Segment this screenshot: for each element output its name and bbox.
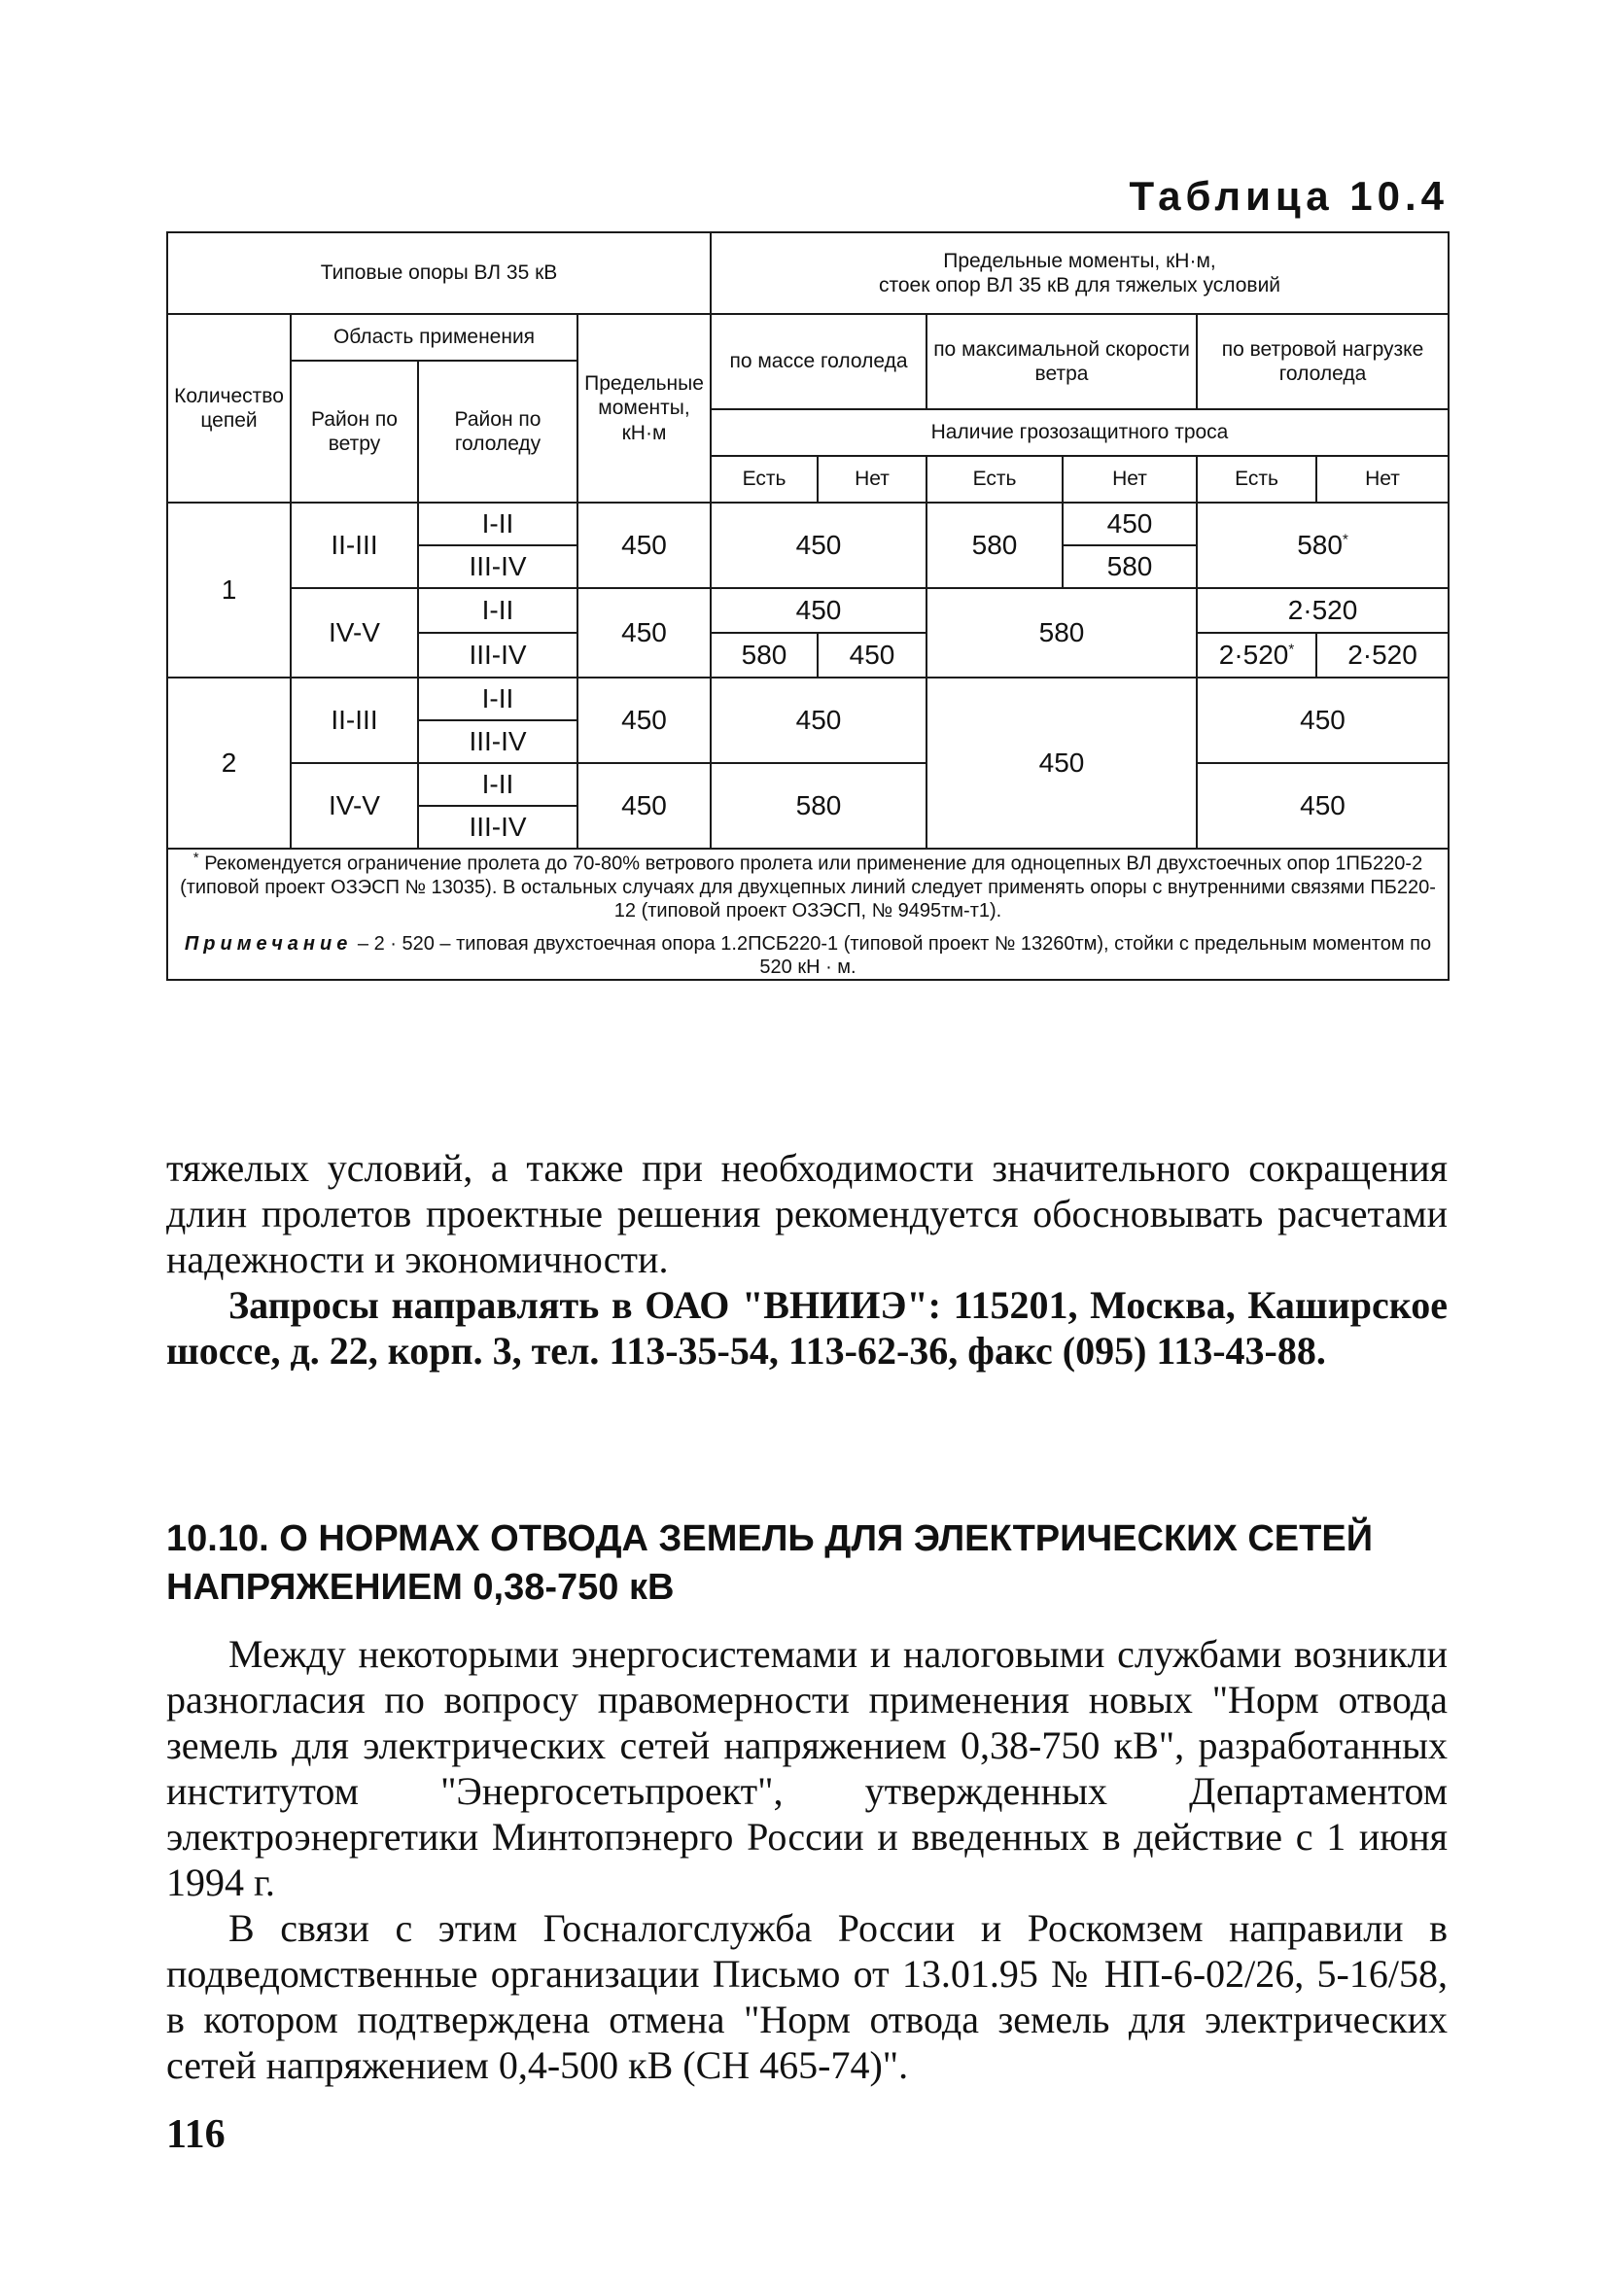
section-heading: 10.10. О НОРМАХ ОТВОДА ЗЕМЕЛЬ ДЛЯ ЭЛЕКТРИЧЕСКИХ СЕТЕЙ НАПРЯЖЕНИЕМ 0,38-750 кВ <box>166 1518 1374 1608</box>
header-no: Нет <box>1316 456 1449 503</box>
header-no: Нет <box>818 456 926 503</box>
cell-ice-mass: 450 <box>711 678 926 763</box>
header-limit-moments <box>711 232 1449 314</box>
paragraph-letter: В связи с этим Госналогслужба России и Роскомзем направили в подведомственные организации Письмо от 13.01.95 № НП-6-02/26, 5-16/58, в котором подтверждена отмена "Норм отвода земель для электрических сетей напряжением 0,4-500 кВ (СН 465-74)". <box>166 1906 1448 2087</box>
cell-ice-region: I-II <box>418 678 577 720</box>
header-by-ice-mass: по массе гололеда <box>711 314 926 409</box>
cell-circuit-2: 2 <box>167 678 291 849</box>
table-note <box>172 932 1444 979</box>
footnote-star: * <box>192 850 199 866</box>
cell-value: 580 <box>1297 530 1343 561</box>
header-typical-supports: Типовые опоры ВЛ 35 кВ <box>167 232 711 314</box>
note-text: – 2 · 520 – типовая двухстоечная опора 1.2ПСБ220-1 (типовой проект № 13260тм), стойки с предельным моментом по 520 кН · м. <box>352 932 1432 978</box>
cell-ice-region: I-II <box>418 763 577 806</box>
cell-moment: 450 <box>577 503 711 588</box>
paragraph-contacts: Запросы направлять в ОАО "ВНИИЭ": 115201, Москва, Каширское шоссе, д. 22, корп. 3, тел. 113-35-54, 113-62-36, факс (095) 113-43-88. <box>166 1283 1448 1373</box>
cell-ice-region: III-IV <box>418 720 577 763</box>
cell-circuit-1: 1 <box>167 503 291 678</box>
page-number: 116 <box>166 2112 226 2157</box>
cell-wind-region: IV-V <box>291 588 418 678</box>
header-by-wind-ice: по ветровой нагрузке гололеда <box>1197 314 1449 409</box>
header-yes: Есть <box>711 456 818 503</box>
cell-max-wind-no: 450 <box>1063 503 1197 545</box>
cell-wind-ice <box>1197 503 1449 588</box>
cell-max-wind: 580 <box>926 588 1197 678</box>
cell-ice-mass: 450 <box>711 503 926 588</box>
header-ground-wire: Наличие грозозащитного троса <box>711 409 1449 456</box>
cell-ice-mass: 450 <box>711 588 926 633</box>
header-no: Нет <box>1063 456 1197 503</box>
cell-ice-region: III-IV <box>418 806 577 849</box>
cell-ice-mass-no: 450 <box>818 633 926 678</box>
header-by-max-wind: по максимальной скорости ветра <box>926 314 1197 409</box>
note-label: Примечание <box>184 932 353 955</box>
cell-max-wind-no: 580 <box>1063 545 1197 588</box>
support-moments-table <box>166 231 1448 981</box>
table-footnote <box>172 850 1444 922</box>
cell-wind-ice: 450 <box>1197 763 1449 849</box>
cell-ice-region: III-IV <box>418 633 577 678</box>
cell-wind-ice: 2·520 <box>1197 588 1449 633</box>
cell-ice-region: I-II <box>418 588 577 633</box>
header-wind-region: Район по ветру <box>291 361 418 503</box>
cell-wind-region: II-III <box>291 503 418 588</box>
header-yes: Есть <box>1197 456 1316 503</box>
cell-ice-mass-yes: 580 <box>711 633 818 678</box>
footnote-star: * <box>1342 531 1348 548</box>
header-application-area: Область применения <box>291 314 577 361</box>
cell-wind-ice: 450 <box>1197 678 1449 763</box>
cell-wind-ice-yes <box>1197 633 1316 678</box>
cell-moment: 450 <box>577 588 711 678</box>
header-yes: Есть <box>926 456 1063 503</box>
header-limit-moments-col: Предельные моменты, кН·м <box>577 314 711 503</box>
cell-wind-region: IV-V <box>291 763 418 849</box>
cell-wind-region: II-III <box>291 678 418 763</box>
cell-value: 2·520 <box>1218 640 1289 671</box>
header-circuit-count: Количество цепей <box>167 314 291 503</box>
header-limit-moments-line1: Предельные моменты, кН·м, <box>943 249 1216 272</box>
cell-ice-region: III-IV <box>418 545 577 588</box>
table-notes <box>167 849 1449 980</box>
footnote-text: Рекомендуется ограничение пролета до 70-80% ветрового пролета или применение для одноцепных ВЛ двухстоечных опор 1ПБ220-2 (типовой проект ОЗЭСП № 13035). В остальных случаях для двухцепных линий следует применять опоры с внутренними связями ПБ220-12 (типовой проект ОЗЭСП, № 9495тм-т1). <box>180 852 1436 922</box>
body-paragraphs-top <box>166 1145 1448 1374</box>
table-caption: Таблица 10.4 <box>1129 173 1449 219</box>
cell-moment: 450 <box>577 678 711 763</box>
body-paragraphs-bottom <box>166 1631 1448 2088</box>
header-limit-moments-line2: стоек опор ВЛ 35 кВ для тяжелых условий <box>878 274 1281 296</box>
paragraph-disagreement: Между некоторыми энергосистемами и налоговыми службами возникли разногласия по вопросу правомерности применения новых "Норм отвода земель для электрических сетей напряжением 0,38-750 кВ", разработанных институтом "Энергосетьпроект", утвержденных Департаментом электроэнергетики Минтопэнерго России и введенных в действие с 1 июня 1994 г. <box>166 1632 1448 1904</box>
header-ice-region: Район по гололеду <box>418 361 577 503</box>
cell-ice-mass: 580 <box>711 763 926 849</box>
cell-moment: 450 <box>577 763 711 849</box>
cell-max-wind: 450 <box>926 678 1197 849</box>
cell-ice-region: I-II <box>418 503 577 545</box>
cell-max-wind-yes: 580 <box>926 503 1063 588</box>
cell-wind-ice-no: 2·520 <box>1316 633 1449 678</box>
footnote-star: * <box>1288 641 1295 658</box>
paragraph-continuation: тяжелых условий, а также при необходимости значительного сокращения длин пролетов проектные решения рекомендуется обосновывать расчетами надежности и экономичности. <box>166 1146 1448 1281</box>
